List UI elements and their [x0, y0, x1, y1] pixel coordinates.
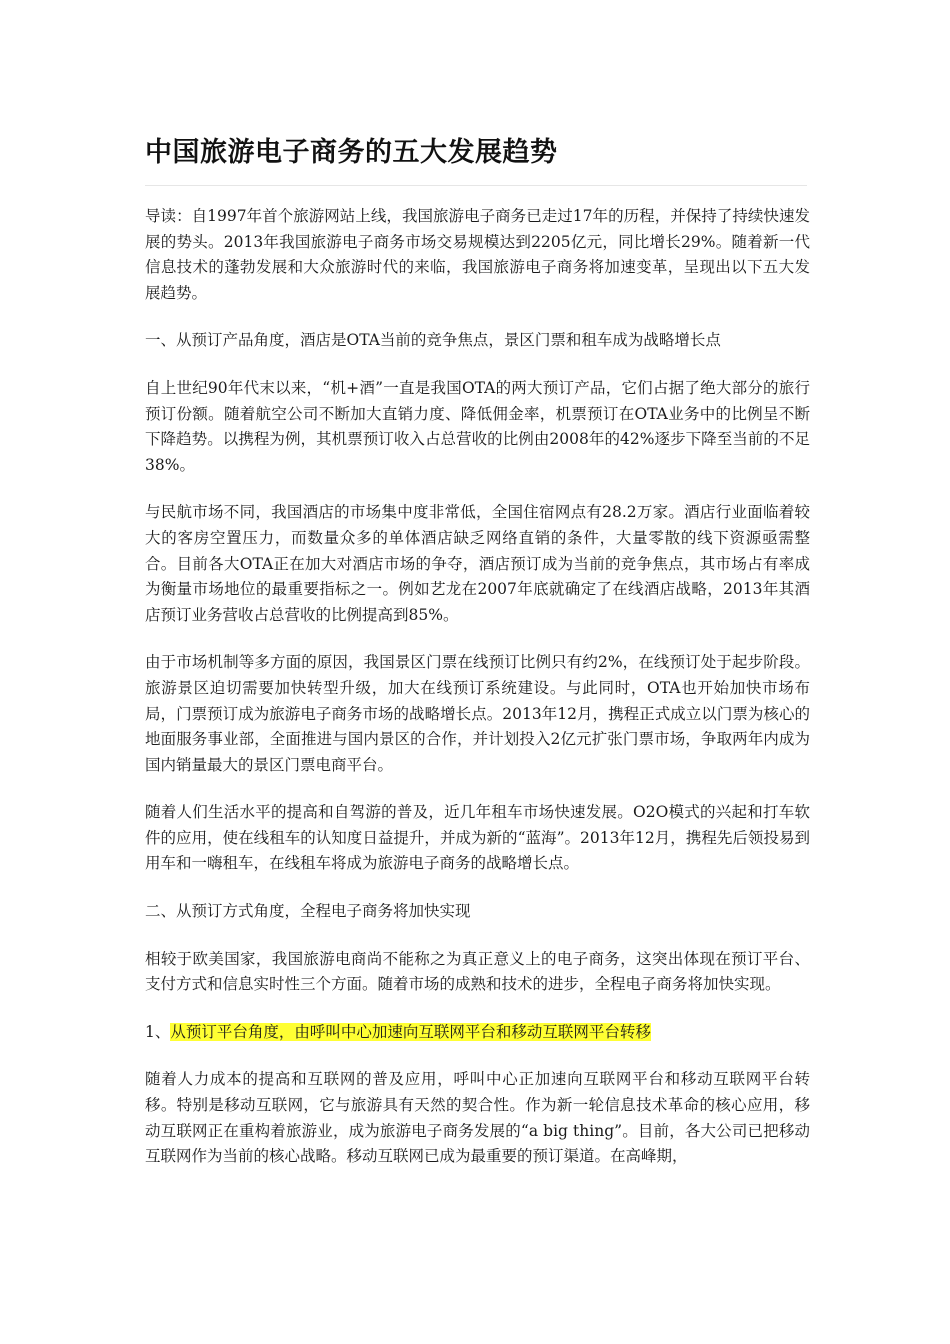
section1-paragraph-2: 与民航市场不同，我国酒店的市场集中度非常低，全国住宿网点有28.2万家。酒店行业面临着较大的客房空置压力，而数量众多的单体酒店缺乏网络直销的条件，大量零散的线下资源亟需整合。目前各大OTA正在加大对酒店市场的争夺，酒店预订成为当前的竞争焦点，其市场占有率成为衡量市场地位的最重要指标之一。例如艺龙在2007年底就确定了在线酒店战略，2013年其酒店预订业务营收占总营收的比例提高到85%。 [145, 503, 810, 624]
section2-paragraph-1: 相较于欧美国家，我国旅游电商尚不能称之为真正意义上的电子商务，这突出体现在预订平台、支付方式和信息实时性三个方面。随着市场的成熟和技术的进步，全程电子商务将加快实现。 [145, 949, 810, 994]
section2-heading: 二、从预订方式角度，全程电子商务将加快实现 [145, 902, 471, 921]
title-divider [145, 185, 807, 186]
document-page [145, 0, 810, 1192]
section1-paragraph-1: 自上世纪90年代末以来，“机+酒”一直是我国OTA的两大预订产品，它们占据了绝大部分的旅行预订份额。随着航空公司不断加大直销力度、降低佣金率，机票预订在OTA业务中的比例呈不断下降趋势。以携程为例，其机票预订收入占总营收的比例由2008年的42%逐步下降至当前的不足38%。 [145, 378, 810, 474]
section1-paragraph-3: 由于市场机制等多方面的原因，我国景区门票在线预订比例只有约2%，在线预订处于起步阶段。旅游景区迫切需要加快转型升级，加大在线预订系统建设。与此同时，OTA也开始加快市场布局，门票预订成为旅游电子商务市场的战略增长点。2013年12月，携程正式成立以门票为核心的地面服务事业部，全面推进与国内景区的合作，并计划投入2亿元扩张门票市场，争取两年内成为国内销量最大的景区门票电商平台。 [145, 653, 810, 774]
subsection1-heading [145, 1020, 810, 1046]
subsection1-paragraph-1: 随着人力成本的提高和互联网的普及应用，呼叫中心正加速向互联网平台和移动互联网平台转移。特别是移动互联网，它与旅游具有天然的契合性。作为新一轮信息技术革命的核心应用，移动互联网正在重构着旅游业，成为旅游电子商务发展的“a big thing”。目前，各大公司已把移动互联网作为当前的核心战略。移动互联网已成为最重要的预订渠道。在高峰期， [145, 1070, 810, 1166]
intro-paragraph: 导读：自1997年首个旅游网站上线，我国旅游电子商务已走过17年的历程，并保持了持续快速发展的势头。2013年我国旅游电子商务市场交易规模达到2205亿元，同比增长29%。随着新一代信息技术的蓬勃发展和大众旅游时代的来临，我国旅游电子商务将加速变革，呈现出以下五大发展趋势。 [145, 207, 810, 302]
section1-paragraph-4: 随着人们生活水平的提高和自驾游的普及，近几年租车市场快速发展。O2O模式的兴起和打车软件的应用，使在线租车的认知度日益提升，并成为新的“蓝海”。2013年12月，携程先后领投易到用车和一嗨租车，在线租车将成为旅游电子商务的战略增长点。 [145, 803, 810, 873]
subsection1-highlighted-text: 从预订平台角度，由呼叫中心加速向互联网平台和移动互联网平台转移 [170, 1022, 651, 1041]
article-body [145, 204, 810, 1170]
subsection1-number: 1、 [145, 1022, 171, 1041]
article-title: 中国旅游电子商务的五大发展趋势 [145, 137, 558, 168]
section1-heading: 一、从预订产品角度，酒店是OTA当前的竞争焦点，景区门票和租车成为战略增长点 [145, 331, 721, 350]
